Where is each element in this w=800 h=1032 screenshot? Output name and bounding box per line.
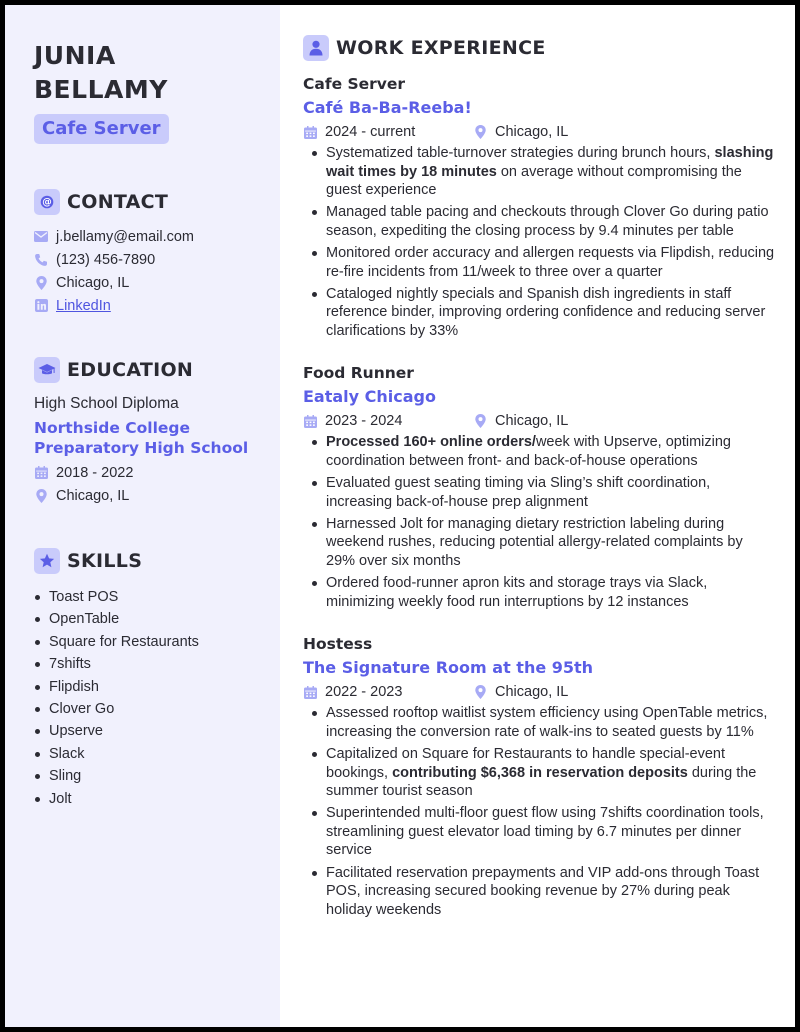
role-badge: Cafe Server — [34, 114, 169, 144]
skills-heading — [34, 548, 260, 574]
phone-icon — [34, 253, 48, 267]
experience-heading — [303, 35, 775, 61]
job-location — [473, 124, 568, 140]
linkedin-link[interactable]: LinkedIn — [56, 297, 111, 314]
skill-item: Clover Go — [34, 698, 260, 720]
resume-page — [5, 5, 795, 1027]
job-bullet — [303, 864, 775, 920]
job-meta — [303, 121, 775, 143]
job-entry — [303, 635, 775, 919]
job-bullets — [303, 144, 775, 340]
skill-list — [34, 586, 260, 810]
job-dates — [303, 684, 473, 700]
skill-item: OpenTable — [34, 608, 260, 630]
experience-title: WORK EXPERIENCE — [336, 37, 546, 59]
education-degree: High School Diploma — [34, 395, 179, 412]
star-icon — [34, 548, 60, 574]
contact-phone[interactable] — [34, 248, 260, 271]
job-company: Café Ba-Ba-Reeba! — [303, 98, 472, 117]
job-bullet — [303, 474, 775, 511]
job-title: Cafe Server — [303, 75, 406, 93]
job-entry — [303, 75, 775, 340]
contact-title: CONTACT — [67, 191, 169, 213]
contact-location — [34, 271, 260, 294]
job-dates-text: 2022 - 2023 — [325, 684, 403, 701]
linkedin-icon — [34, 299, 48, 313]
job-meta — [303, 681, 775, 703]
job-company: Eataly Chicago — [303, 387, 436, 407]
job-dates-text: 2023 - 2024 — [325, 413, 403, 430]
phone-text: (123) 456-7890 — [56, 251, 156, 268]
contact-linkedin[interactable] — [34, 294, 260, 317]
job-bullets — [303, 433, 775, 611]
bullet-text: Managed table pacing and checkouts through Clover Go during patio season, expediting the closing process by 9.4 minutes per table — [326, 204, 769, 239]
job-title: Hostess — [303, 635, 373, 654]
map-pin-icon — [34, 276, 48, 290]
job-bullet — [303, 704, 775, 741]
education-title: EDUCATION — [67, 359, 194, 381]
education-school: Northside College Preparatory High School — [34, 419, 249, 457]
svg-text:@: @ — [42, 197, 52, 209]
bullet-highlight: contributing $6,368 in reservation deposits — [392, 764, 688, 781]
job-location — [473, 413, 568, 429]
education-dates — [34, 461, 260, 484]
job-bullet — [303, 203, 775, 240]
skill-item: Toast POS — [34, 586, 260, 608]
main-content — [280, 5, 795, 1027]
bullet-text: during the summer tourist season — [326, 764, 757, 800]
job-bullet — [303, 745, 775, 801]
job-bullet — [303, 433, 775, 470]
candidate-name — [34, 39, 260, 107]
bullet-text: Capitalized on Square for Restaurants to handle special-event bookings, — [326, 745, 725, 781]
job-dates — [303, 124, 473, 140]
education-location-text: Chicago, IL — [56, 487, 130, 504]
user-icon — [303, 35, 329, 61]
job-bullet — [303, 144, 775, 200]
contact-heading — [34, 189, 260, 215]
job-bullet — [303, 244, 775, 281]
first-name: JUNIA — [34, 41, 116, 70]
job-dates-text: 2024 - current — [325, 124, 416, 140]
calendar-icon — [303, 685, 317, 699]
skill-item: Upserve — [34, 720, 260, 742]
education-years-text: 2018 - 2022 — [56, 464, 134, 481]
bullet-text: week with Upserve, optimizing coordination between front- and back-of-house operations — [326, 434, 731, 470]
last-name: BELLAMY — [34, 75, 168, 104]
map-pin-icon — [34, 489, 48, 503]
graduation-cap-icon — [34, 357, 60, 383]
skills-section — [34, 548, 260, 810]
calendar-icon — [303, 125, 317, 139]
job-location-text: Chicago, IL — [495, 124, 569, 140]
job-company: The Signature Room at the 95th — [303, 658, 594, 678]
bullet-text: on average without compromising the guest experience — [326, 163, 742, 199]
job-bullet — [303, 515, 775, 571]
calendar-icon — [303, 414, 317, 428]
contact-section — [34, 189, 260, 317]
skill-item: 7shifts — [34, 653, 260, 675]
skill-item: Jolt — [34, 788, 260, 810]
bullet-text: Assessed rooftop waitlist system efficiency using OpenTable metrics, increasing the conversion rate of walk-ins to seated guests by 11% — [326, 705, 768, 740]
job-location-text: Chicago, IL — [495, 684, 569, 701]
job-bullet — [303, 804, 775, 860]
education-heading — [34, 357, 260, 383]
contact-list — [34, 225, 260, 317]
job-list — [303, 75, 775, 919]
bullet-highlight: slashing wait times by 18 minutes — [326, 145, 774, 180]
job-entry — [303, 364, 775, 611]
job-location — [473, 684, 568, 700]
bullet-text: Facilitated reservation prepayments and VIP add-ons through Toast POS, increasing secured booking revenue by 27% during peak holiday weekends — [326, 864, 760, 918]
skill-item: Sling — [34, 765, 260, 787]
job-dates — [303, 413, 473, 429]
job-meta — [303, 410, 775, 432]
education-section — [34, 357, 260, 507]
sidebar — [5, 5, 280, 1027]
map-pin-icon — [473, 685, 487, 699]
bullet-text: Harnessed Jolt for managing dietary restriction labeling during weekend rushes, reducing potential allergy-related complaints by 29% over six months — [326, 515, 743, 569]
bullet-text: Ordered food-runner apron kits and storage trays via Slack, minimizing weekly food run interruptions by 12 instances — [326, 575, 708, 610]
map-pin-icon — [473, 125, 487, 139]
job-title: Food Runner — [303, 364, 414, 383]
skill-item: Flipdish — [34, 676, 260, 698]
bullet-text: Monitored order accuracy and allergen requests via Flipdish, reducing re-fire incidents from 11/week to three over a quarter — [326, 244, 775, 280]
map-pin-icon — [473, 414, 487, 428]
job-bullet — [303, 574, 775, 611]
contact-email[interactable] — [34, 225, 260, 248]
job-bullet — [303, 285, 775, 341]
calendar-icon — [34, 466, 48, 480]
bullet-highlight: Processed 160+ online orders/ — [326, 434, 536, 451]
bullet-text: Systematized table-turnover strategies during brunch hours, — [326, 145, 715, 161]
bullet-text: Superintended multi-floor guest flow using 7shifts coordination tools, streamlining guest elevator load timing by 6.7 minutes per dinner service — [326, 805, 764, 859]
skills-title: SKILLS — [67, 550, 143, 572]
at-sign-icon — [34, 189, 60, 215]
email-text: j.bellamy@email.com — [56, 228, 195, 245]
envelope-icon — [34, 230, 48, 244]
location-text: Chicago, IL — [56, 274, 130, 291]
job-location-text: Chicago, IL — [495, 413, 569, 430]
education-meta — [34, 461, 260, 507]
job-bullets — [303, 704, 775, 919]
bullet-text: Cataloged nightly specials and Spanish dish ingredients in staff reference binder, improving ordering confidence and reducing server clarifications by 33% — [326, 285, 766, 339]
education-location — [34, 484, 260, 507]
skill-item: Square for Restaurants — [34, 631, 260, 653]
skill-item: Slack — [34, 743, 260, 765]
bullet-text: Evaluated guest seating timing via Sling’s shift coordination, increasing back-of-house prep alignment — [326, 475, 711, 510]
